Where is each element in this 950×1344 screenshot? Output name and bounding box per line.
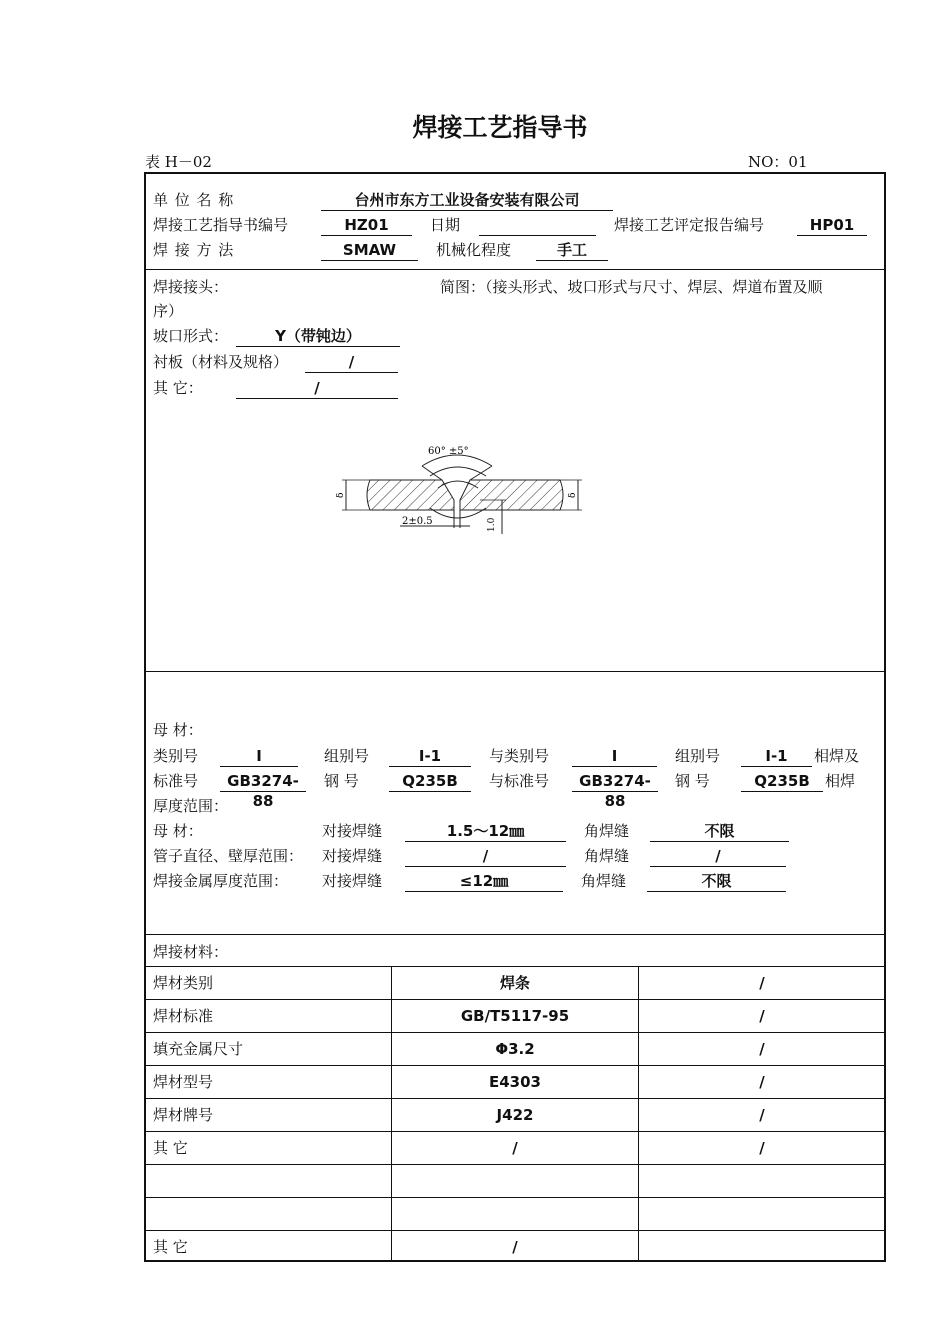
thickness-row-label: 焊接金属厚度范围： <box>153 872 289 890</box>
fillet-weld-label: 角焊缝 <box>584 822 630 840</box>
sketch-label-continued: 序） <box>153 302 184 320</box>
fillet-weld-label: 角焊缝 <box>581 872 627 890</box>
sketch-label: 简图：（接头形式、坡口形式与尺寸、焊层、焊道布置及顺 <box>440 278 823 296</box>
with-standard-label: 与标准号 <box>489 772 550 790</box>
divider-header <box>144 269 886 270</box>
with-class-field[interactable]: Ⅰ <box>572 746 657 767</box>
divider-joint <box>144 671 886 672</box>
thickness-left-label: δ <box>336 492 346 498</box>
divider-base-metal <box>144 934 886 935</box>
steel-label: 钢 号 <box>324 772 359 790</box>
material-value-alt[interactable] <box>639 1198 885 1230</box>
other-label: 其 它： <box>153 379 203 397</box>
standard-label: 标准号 <box>153 772 199 790</box>
method-field[interactable]: SMAW <box>321 240 418 261</box>
thickness-row-label: 母 材： <box>153 822 203 840</box>
fillet-weld-field[interactable]: 不限 <box>650 821 789 842</box>
material-value-alt[interactable]: / <box>759 1040 765 1058</box>
groove-field[interactable]: Y（带钝边） <box>236 326 400 347</box>
fillet-weld-label: 角焊缝 <box>584 847 630 865</box>
groove-label: 坡口形式： <box>153 327 229 345</box>
butt-weld-label: 对接焊缝 <box>322 872 383 890</box>
material-row-label: 焊材型号 <box>153 1073 214 1091</box>
fillet-weld-field[interactable]: / <box>650 846 786 867</box>
unit-label: 单 位 名 称 <box>153 191 235 209</box>
date-field[interactable] <box>479 215 596 236</box>
class-label: 类别号 <box>153 747 199 765</box>
pqr-number-label: 焊接工艺评定报告编号 <box>614 216 765 234</box>
wps-number-label: 焊接工艺指导书编号 <box>153 216 289 234</box>
method-label: 焊 接 方 法 <box>153 241 235 259</box>
mutual-weld-label: 相焊及 <box>814 747 860 765</box>
material-row-label: 其 它 <box>153 1139 188 1157</box>
standard-field[interactable]: GB3274-88 <box>220 771 306 792</box>
with-standard-field[interactable]: GB3274-88 <box>572 771 658 792</box>
weld-suffix-label: 相焊 <box>825 772 856 790</box>
material-value[interactable]: / <box>512 1139 518 1157</box>
material-value[interactable]: 焊条 <box>499 974 530 992</box>
material-value[interactable] <box>392 1165 638 1197</box>
group-label: 组别号 <box>324 747 370 765</box>
material-value[interactable]: E4303 <box>489 1073 541 1091</box>
class-field[interactable]: Ⅰ <box>220 746 298 767</box>
butt-weld-field[interactable]: / <box>405 846 566 867</box>
material-value[interactable]: GB/T5117-95 <box>460 1007 570 1025</box>
wps-number-field[interactable]: HZ01 <box>321 215 412 236</box>
butt-weld-label: 对接焊缝 <box>322 822 383 840</box>
material-value-alt[interactable] <box>639 1231 885 1263</box>
with-group-field[interactable]: Ⅰ-1 <box>741 746 812 767</box>
root-face-label: 1.0 <box>487 517 497 532</box>
material-value-alt[interactable]: / <box>759 974 765 992</box>
right-plate <box>460 480 563 510</box>
butt-weld-field[interactable]: 1.5～12㎜ <box>405 821 566 842</box>
materials-heading: 焊接材料： <box>153 943 229 961</box>
steel-field[interactable]: Q235B <box>389 771 471 792</box>
mechanization-label: 机械化程度 <box>436 241 512 259</box>
material-value[interactable]: Φ3.2 <box>495 1040 535 1058</box>
unit-field[interactable]: 台州市东方工业设备安装有限公司 <box>321 190 613 211</box>
thickness-right-label: δ <box>568 492 578 498</box>
page-title: 焊接工艺指导书 <box>412 113 588 142</box>
material-row-label: 焊材牌号 <box>153 1106 214 1124</box>
form-number: 表 H－02 <box>145 153 212 171</box>
with-steel-label: 钢 号 <box>675 772 710 790</box>
document-number: NO：01 <box>748 153 808 171</box>
group-field[interactable]: Ⅰ-1 <box>389 746 471 767</box>
with-class-label: 与类别号 <box>489 747 550 765</box>
other-field[interactable]: / <box>236 378 398 399</box>
material-row-label: 其 它 <box>153 1238 188 1256</box>
date-label: 日期 <box>430 216 461 234</box>
mechanization-field[interactable]: 手工 <box>536 240 608 261</box>
material-row-label: 焊材类别 <box>153 974 214 992</box>
thickness-heading: 厚度范围： <box>153 797 229 815</box>
fillet-weld-field[interactable]: 不限 <box>647 871 786 892</box>
backing-field[interactable]: / <box>305 352 398 373</box>
angle-label: 60° ±5° <box>428 446 469 457</box>
groove-diagram <box>330 438 590 538</box>
material-value-alt[interactable] <box>639 1165 885 1197</box>
material-value[interactable] <box>392 1198 638 1230</box>
material-value-alt[interactable]: / <box>759 1073 765 1091</box>
material-value[interactable]: J422 <box>496 1106 534 1124</box>
base-metal-heading: 母 材： <box>153 721 203 739</box>
thickness-row-label: 管子直径、壁厚范围： <box>153 847 304 865</box>
material-row-label: 焊材标准 <box>153 1007 214 1025</box>
butt-weld-label: 对接焊缝 <box>322 847 383 865</box>
material-value-alt[interactable]: / <box>759 1106 765 1124</box>
joint-label: 焊接接头： <box>153 278 229 296</box>
backing-label: 衬板（材料及规格） <box>153 353 289 371</box>
material-row-label: 填充金属尺寸 <box>153 1040 244 1058</box>
butt-weld-field[interactable]: ≤12㎜ <box>405 871 563 892</box>
material-value-alt[interactable]: / <box>759 1007 765 1025</box>
with-group-label: 组别号 <box>675 747 721 765</box>
pqr-number-field[interactable]: HP01 <box>797 215 867 236</box>
gap-label: 2±0.5 <box>402 516 433 527</box>
with-steel-field[interactable]: Q235B <box>741 771 823 792</box>
material-value-alt[interactable]: / <box>759 1139 765 1157</box>
material-value[interactable]: / <box>512 1238 518 1256</box>
left-plate <box>367 480 454 510</box>
